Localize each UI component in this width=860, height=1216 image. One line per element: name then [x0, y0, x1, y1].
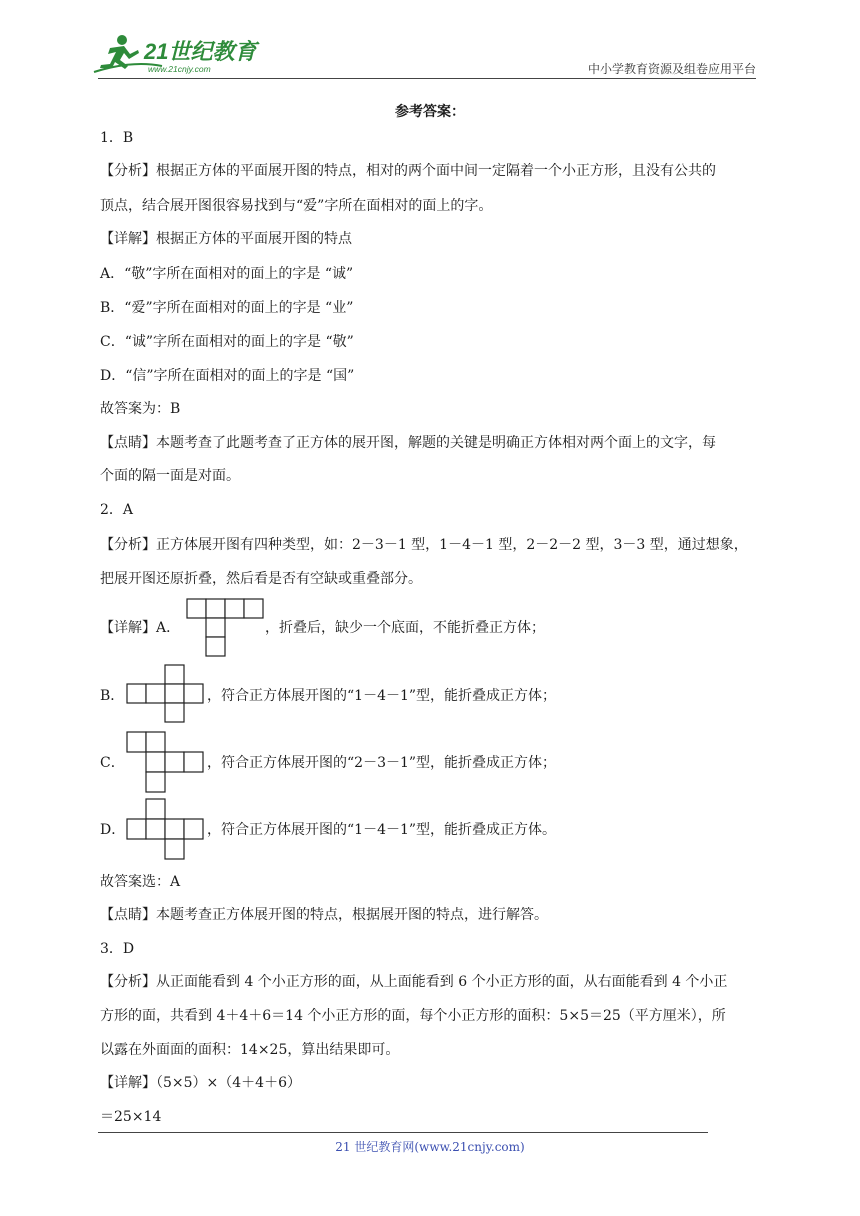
q2-option-d-label: D． [100, 822, 126, 838]
q3-answer: 3．D [100, 941, 135, 957]
cube-net-d [126, 798, 208, 860]
q2-option-d-text: ，符合正方体展开图的“1－4－1”型，能折叠成正方体。 [207, 822, 557, 838]
q1-analysis-2: 顶点，结合展开图很容易找到与“爱”字所在面相对的面上的字。 [100, 198, 493, 214]
platform-name: 中小学教育资源及组卷应用平台 [587, 62, 756, 76]
q3-calc: ＝25×14 [100, 1109, 162, 1125]
q1-comment-2: 个面的隔一面是对面。 [100, 468, 240, 484]
page-title: 参考答案： [395, 104, 465, 120]
cube-net-a [186, 598, 266, 658]
q2-conclusion: 故答案选：A [100, 874, 181, 890]
footer-link[interactable]: 21 世纪教育网(www.21cnjy.com) [335, 1140, 525, 1154]
footer-divider [98, 1132, 708, 1133]
q2-detail-label: 【详解】A． [100, 620, 181, 636]
q2-option-c-text: ，符合正方体展开图的“2－3－1”型，能折叠成正方体； [207, 755, 557, 771]
q1-conclusion: 故答案为：B [100, 401, 181, 417]
q2-detail-a-text: ，折叠后，缺少一个底面，不能折叠正方体； [265, 620, 545, 636]
q2-comment: 【点睛】本题考查正方体展开图的特点，根据展开图的特点，进行解答。 [100, 907, 548, 923]
header-divider [98, 78, 756, 79]
q3-analysis-3: 以露在外面面的面积：14×25，算出结果即可。 [100, 1042, 400, 1058]
q1-comment-1: 【点睛】本题考查了此题考查了正方体的展开图，解题的关键是明确正方体相对两个面上的文字，每 [100, 435, 716, 451]
q1-option-a: A．“敬”字所在面相对的面上的字是 “诚” [100, 266, 354, 282]
q2-option-b-label: B． [100, 688, 125, 704]
logo-url: www.21cnjy.com [148, 64, 211, 74]
logo [92, 30, 262, 76]
q3-analysis-1: 【分析】从正面能看到 4 个小正方形的面，从上面能看到 6 个小正方形的面，从右面能看到 4 个小正 [100, 974, 728, 990]
q2-analysis-2: 把展开图还原折叠，然后看是否有空缺或重叠部分。 [100, 571, 422, 587]
q2-answer: 2．A [100, 502, 134, 518]
q3-detail: 【详解】（5×5）×（4＋4＋6） [100, 1075, 301, 1091]
q1-option-d: D．“信”字所在面相对的面上的字是 “国” [100, 368, 355, 384]
q2-analysis-1: 【分析】正方体展开图有四种类型，如：2－3－1 型，1－4－1 型，2－2－2 型，3－3 型，通过想象， [100, 537, 748, 553]
q2-option-c-label: C． [100, 755, 125, 771]
q1-option-c: C．“诚”字所在面相对的面上的字是 “敬” [100, 334, 354, 350]
q1-analysis-1: 【分析】根据正方体的平面展开图的特点，相对的两个面中间一定隔着一个小正方形，且没有公共的 [100, 163, 716, 179]
q1-option-b: B．“爱”字所在面相对的面上的字是 “业” [100, 300, 354, 316]
q3-analysis-2: 方形的面，共看到 4＋4＋6＝14 个小正方形的面，每个小正方形的面积：5×5＝25（平方厘米），所 [100, 1008, 726, 1024]
cube-net-b [126, 664, 208, 724]
q1-answer: 1．B [100, 130, 134, 146]
cube-net-c [126, 731, 208, 793]
q2-option-b-text: ，符合正方体展开图的“1－4－1”型，能折叠成正方体； [207, 688, 557, 704]
q1-detail: 【详解】根据正方体的平面展开图的特点 [100, 231, 352, 247]
logo-text: 21世纪教育 [144, 39, 257, 64]
